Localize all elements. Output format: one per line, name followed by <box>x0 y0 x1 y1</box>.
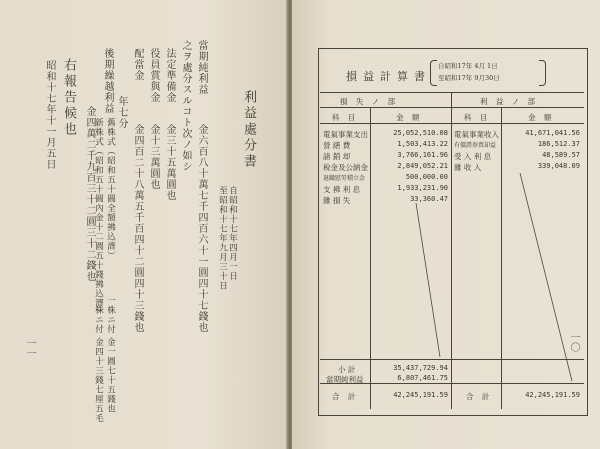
profit-item: 受 入 利 息 <box>454 152 492 161</box>
total-label: 合 計 <box>332 392 359 401</box>
col-amount: 金 額 <box>528 113 555 122</box>
loss-header: 損 失 ノ 部 <box>340 97 399 106</box>
loss-amount: 1,933,231.90 <box>397 184 448 192</box>
bracket-left <box>430 60 437 86</box>
loss-item: 諸 銷 却 <box>323 152 351 161</box>
profit-header: 利 益 ノ 部 <box>480 97 539 106</box>
net-label: 當期純利益 <box>326 375 364 384</box>
col-item: 科 目 <box>464 113 491 122</box>
profit-amount: 48,589.57 <box>542 151 580 159</box>
page-number: 一一 <box>24 338 35 358</box>
new-rate: 一株ニ付 金四十三錢七厘五毛 <box>93 296 104 424</box>
subtotal-label: 小 計 <box>338 365 356 374</box>
row-label: 配當金 <box>132 48 143 81</box>
statement-table <box>320 92 584 409</box>
profit-amount: 41,671,041.56 <box>525 129 580 137</box>
row-label: 法定準備金 <box>164 48 175 103</box>
old-shares: 舊株式（昭和五十圓全額拂込濟） <box>105 118 116 261</box>
loss-amount: 3,766,161.96 <box>397 151 448 159</box>
loss-amount: 25,052,510.08 <box>393 129 448 137</box>
new-shares: 新株式（昭和五十圓內金十二圓五十錢拂込濟） <box>93 118 104 318</box>
subtotal-value: 35,437,729.94 <box>393 364 448 372</box>
carry-value: 金四萬二千九百三十二圓三十二錢也 <box>84 106 95 282</box>
row-value: 金四百二十八萬五千百四十二圓四十三錢也 <box>132 124 143 333</box>
profit-item: 電氣事業收入 <box>454 130 499 139</box>
period-to: 至昭和十七年九月三十日 <box>217 186 228 291</box>
total-label: 合 計 <box>466 392 493 401</box>
loss-amount: 2,849,052.21 <box>397 162 448 170</box>
loss-item: 電氣事業支出 <box>323 130 368 139</box>
col-amount: 金 額 <box>396 113 423 122</box>
profit-item: 有價證券賣却益 <box>454 142 497 149</box>
row-value: 金十三萬圓也 <box>148 124 159 190</box>
statement-title: 損益計算書 <box>346 70 431 83</box>
row-label: 之ヲ處分スルコト次ノ如シ <box>180 40 191 172</box>
period-to: 至昭和17年 9月30日 <box>438 74 500 82</box>
old-rate: 一株ニ付 金一圓七十五錢也 <box>105 296 116 414</box>
carry-label: 後期繰越利益 <box>102 48 113 114</box>
profit-total: 42,245,191.59 <box>525 391 580 399</box>
dividend-note: 年七分 <box>116 96 127 129</box>
net-value: 6,807,461.75 <box>397 374 448 382</box>
loss-amount: 1,503,413.22 <box>397 140 448 148</box>
profit-amount: 186,512.37 <box>537 140 580 148</box>
loss-total: 42,245,191.59 <box>393 391 448 399</box>
statement-period <box>430 60 546 86</box>
loss-item: 支 拂 利 息 <box>323 185 361 194</box>
col-item: 科 目 <box>332 113 359 122</box>
period-from: 自昭和十七年四月一日 <box>227 186 238 281</box>
row-value: 金六百八十萬七千四百六十一圓四十七錢也 <box>196 124 207 333</box>
loss-amount: 500,000.00 <box>405 173 448 181</box>
period-from: 自昭和17年 4月 1日 <box>438 62 498 70</box>
row-label: 役員賞與金 <box>148 48 159 103</box>
row-value: 金三十五萬圓也 <box>164 124 175 201</box>
heading: 利益處分書 <box>241 90 256 170</box>
loss-amount: 33,360.47 <box>410 195 448 203</box>
loss-item: 營 繕 費 <box>323 141 351 150</box>
page-number: 一〇 <box>568 332 579 352</box>
report-date: 昭和十七年十一月五日 <box>44 60 55 170</box>
row-label: 當期純利益 <box>196 40 207 95</box>
profit-amount: 339,048.09 <box>537 162 580 170</box>
loss-item: 退職慰勞積立金 <box>323 175 366 182</box>
profit-item: 雜 收 入 <box>454 163 482 172</box>
left-page <box>0 0 288 449</box>
loss-item: 稅金及公納金 <box>323 163 368 172</box>
bracket-right <box>539 60 546 86</box>
report-text: 右報告候也 <box>61 58 76 138</box>
loss-item: 雜 損 失 <box>323 196 351 205</box>
